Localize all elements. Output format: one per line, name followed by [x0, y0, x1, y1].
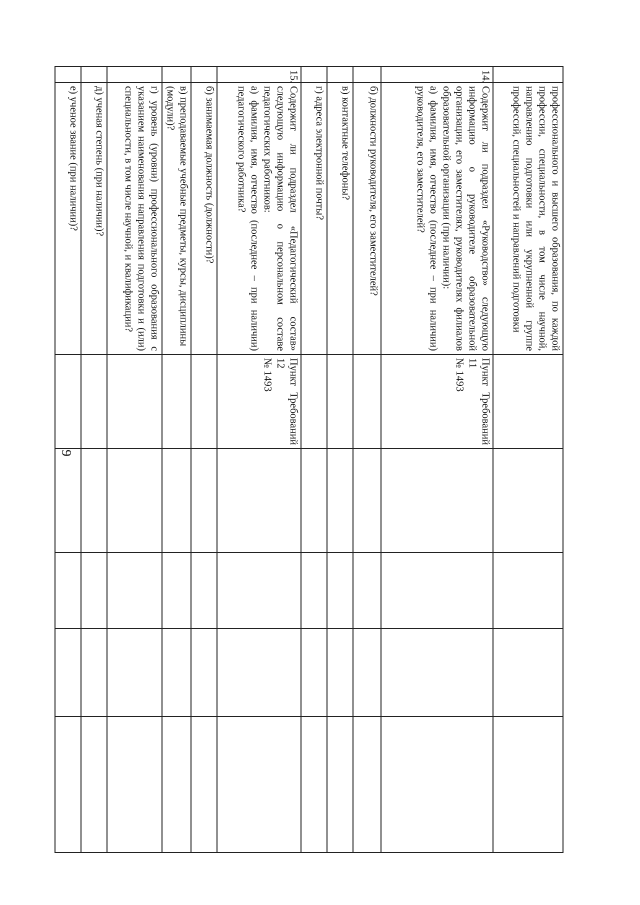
number-cell [353, 67, 381, 83]
answer-cell [162, 553, 191, 629]
answer-cell [217, 629, 301, 717]
reference-point: Пункт 12 [274, 358, 299, 387]
answer-cell [81, 629, 107, 717]
answer-cell [81, 717, 107, 853]
answer-cell [327, 717, 353, 853]
answer-cell [301, 553, 327, 629]
reference-requirements: Требований [287, 392, 299, 445]
answer-cell [493, 717, 563, 853]
question-cell: профессионального и высшего образования, по каждой профессии, специальности, в том числе научной, направлению подготовки или укрупненной группе профессий, специальностей и направлений подготовки [493, 83, 563, 355]
answer-cell [55, 717, 81, 853]
reference-cell [301, 355, 327, 449]
reference-cell [81, 355, 107, 449]
answer-cell [327, 553, 353, 629]
answer-cell [107, 553, 162, 629]
reference-cell [217, 355, 301, 449]
number-cell [301, 67, 327, 83]
sub-question: в) преподаваемые учебные предметы, курсы, дисциплины (модули)? [162, 83, 191, 355]
sub-question: д) ученая степень (при наличии)? [81, 83, 107, 355]
answer-cell [191, 717, 217, 853]
table-row [493, 67, 563, 853]
answer-cell [217, 553, 301, 629]
answer-cell [381, 553, 493, 629]
sub-question: а) фамилия, имя, отчество (последнее – при наличии) педагогического работника? [235, 86, 260, 351]
number-cell [107, 67, 162, 83]
reference-requirements: Требований [479, 392, 491, 445]
table-row [162, 67, 191, 853]
table-row [301, 67, 327, 853]
answer-cell [162, 449, 191, 553]
answer-cell [162, 629, 191, 717]
answer-cell [81, 449, 107, 553]
answer-cell [191, 449, 217, 553]
answer-cell [217, 717, 301, 853]
reference-cell [107, 355, 162, 449]
answer-cell [493, 553, 563, 629]
reference-cell [353, 355, 381, 449]
sub-question: г) адреса электронной почты? [301, 83, 327, 355]
answer-cell [327, 449, 353, 553]
reference-cell [493, 355, 563, 449]
answer-cell [107, 717, 162, 853]
answer-cell [353, 717, 381, 853]
question-cell [381, 83, 493, 355]
answer-cell [381, 717, 493, 853]
reference-point: Пункт 11 [466, 358, 491, 387]
reference-cell [381, 355, 493, 449]
item-number: 14. [381, 67, 493, 83]
answer-cell [381, 449, 493, 553]
answer-cell [301, 629, 327, 717]
checklist-table [55, 66, 564, 853]
page-number: 9 [58, 449, 73, 457]
answer-cell [55, 553, 81, 629]
question-text: Содержит ли подраздел «Руководство» следующую информацию о руководителе образовательной организации, его заместителях, руководителях филиалов образовательной организации (при наличии): [440, 86, 491, 351]
table-row [381, 67, 493, 853]
answer-cell [107, 449, 162, 553]
table-row [327, 67, 353, 853]
answer-cell [353, 449, 381, 553]
number-cell [81, 67, 107, 83]
sub-question: б) должности руководителя, его заместителей? [353, 83, 381, 355]
answer-cell [217, 449, 301, 553]
answer-cell [301, 449, 327, 553]
sub-question: в) контактные телефоны? [327, 83, 353, 355]
number-cell [191, 67, 217, 83]
sub-question: г) уровень (уровни) профессионального образования с указанием наименования направления подготовки и (или) специальности, в том числе научной, и квалификации? [107, 83, 162, 355]
sub-question: е) ученое звание (при наличии)? [55, 83, 81, 355]
reference-cell [327, 355, 353, 449]
table-row [107, 67, 162, 853]
answer-cell [353, 553, 381, 629]
sub-question: а) фамилия, имя, отчество (последнее – при наличии) руководителя, его заместителей? [414, 86, 439, 351]
answer-cell [493, 449, 563, 553]
answer-cell [191, 553, 217, 629]
reference-cell [162, 355, 191, 449]
answer-cell [381, 629, 493, 717]
answer-cell [327, 629, 353, 717]
table-row [353, 67, 381, 853]
item-number: 15. [217, 67, 301, 83]
table-row [55, 67, 81, 853]
answer-cell [493, 629, 563, 717]
question-cell [217, 83, 301, 355]
sub-question: б) занимаемая должность (должности)? [191, 83, 217, 355]
reference-cell [191, 355, 217, 449]
table-row [81, 67, 107, 853]
question-text: Содержит ли подраздел «Педагогический состав» следующую информацию о персональном составе педагогических работников: [261, 86, 299, 351]
answer-cell [55, 449, 81, 553]
reference-cell [55, 355, 81, 449]
answer-cell [191, 629, 217, 717]
number-cell [55, 67, 81, 83]
table-row [191, 67, 217, 853]
reference-document: № 1493 [453, 358, 465, 392]
reference-document: № 1493 [261, 358, 273, 392]
answer-cell [107, 629, 162, 717]
table-row [217, 67, 301, 853]
answer-cell [301, 717, 327, 853]
answer-cell [55, 629, 81, 717]
answer-cell [162, 717, 191, 853]
number-cell [493, 67, 563, 83]
checklist-table-sheet [69, 66, 564, 852]
answer-cell [353, 629, 381, 717]
answer-cell [81, 553, 107, 629]
number-cell [327, 67, 353, 83]
number-cell [162, 67, 191, 83]
